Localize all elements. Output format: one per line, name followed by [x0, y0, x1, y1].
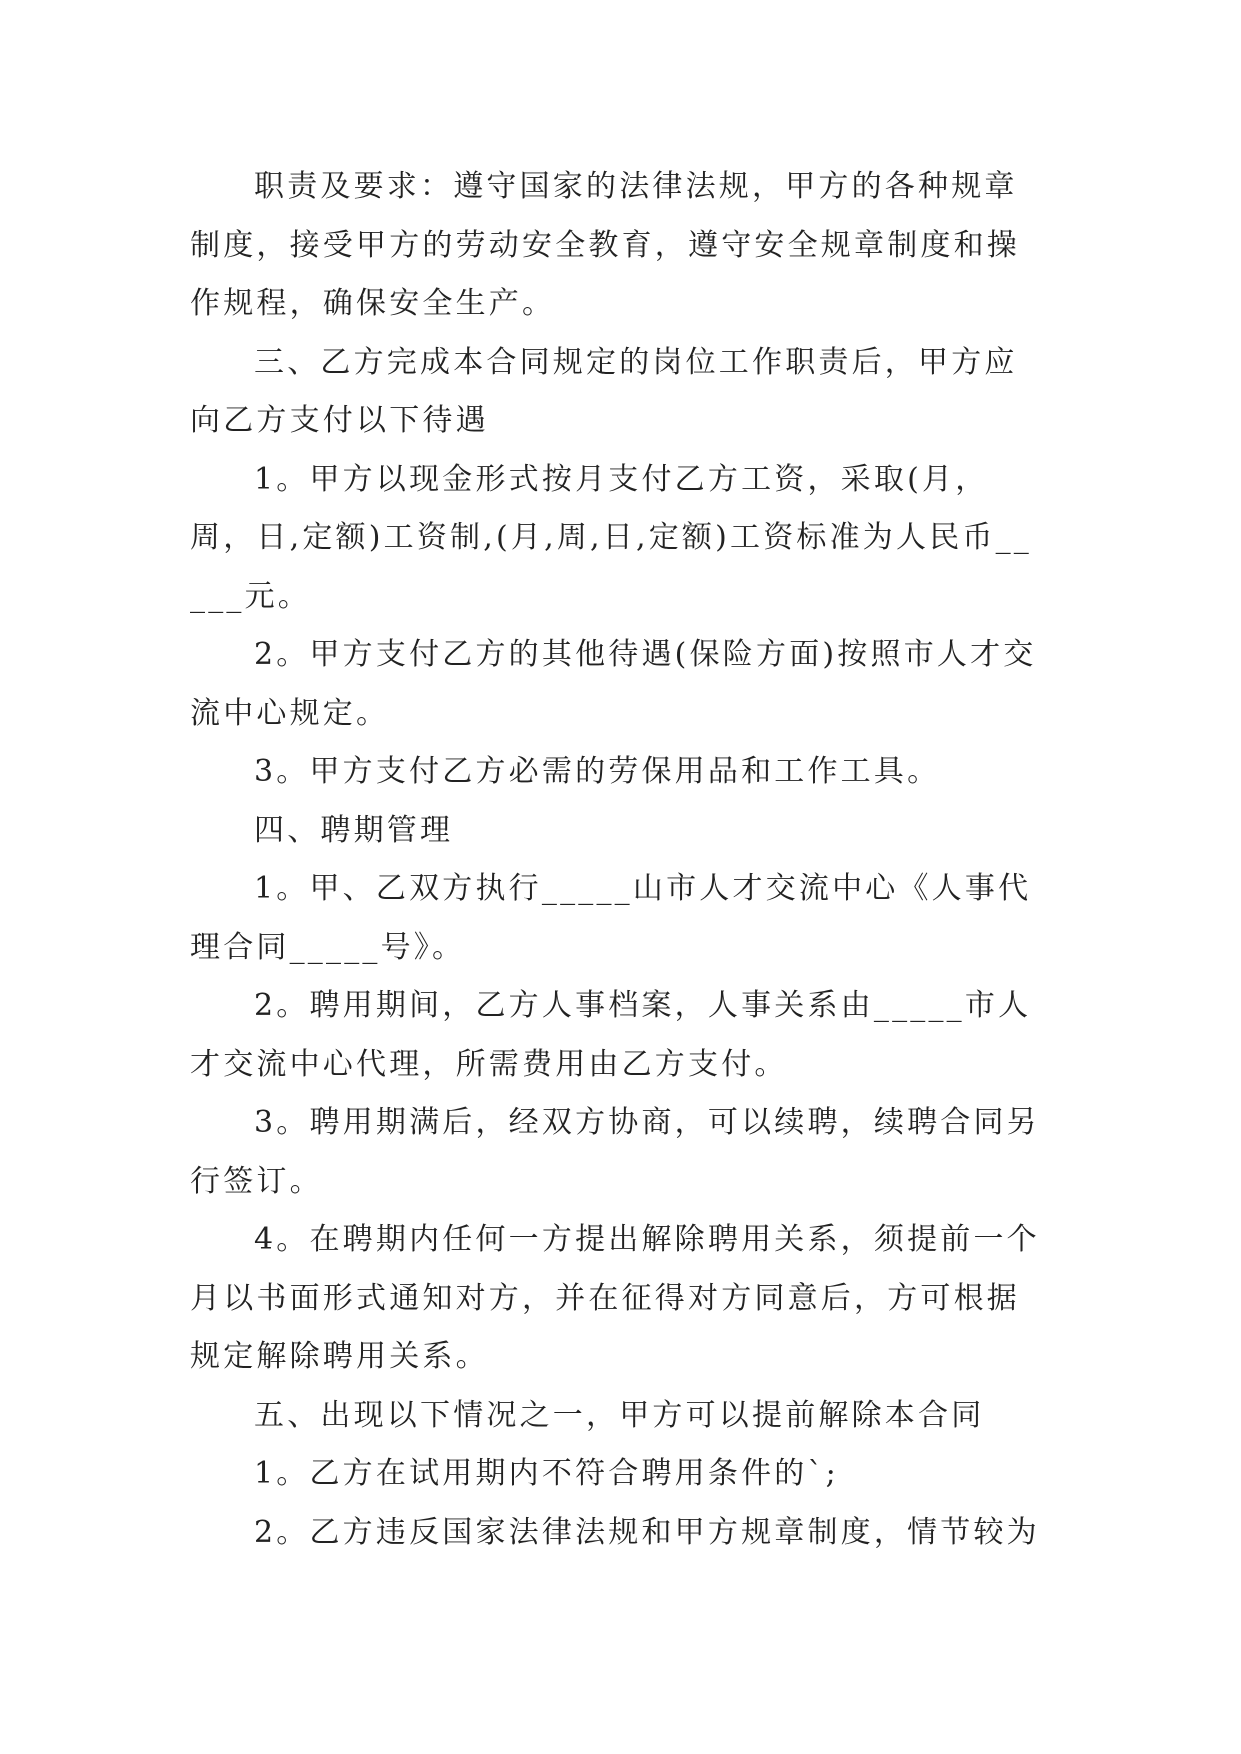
paragraph-4-1: 1。甲、乙双方执行_____山市人才交流中心《人事代理合同_____号》。 [190, 871, 1032, 965]
paragraph-5-2: 2。乙方违反国家法律法规和甲方规章制度，情节较为 [254, 1514, 1040, 1550]
paragraph-4-3: 3。聘用期满后，经双方协商，可以续聘，续聘合同另行签订。 [190, 1105, 1040, 1199]
paragraph-section-3-heading: 三、乙方完成本合同规定的岗位工作职责后，甲方应向乙方支付以下待遇 [190, 344, 1018, 438]
paragraph-duties: 职责及要求：遵守国家的法律法规，甲方的各种规章制度，接受甲方的劳动安全教育，遵守安全规章制度和操作规程，确保安全生产。 [190, 169, 1020, 321]
paragraph-3-3-supplies: 3。甲方支付乙方必需的劳保用品和工作工具。 [254, 754, 941, 789]
paragraph-section-4-heading: 四、聘期管理 [254, 812, 454, 848]
paragraph-5-1: 1。乙方在试用期内不符合聘用条件的`; [254, 1456, 839, 1491]
document-body [190, 158, 1050, 1562]
paragraph-3-2-benefits: 2。甲方支付乙方的其他待遇(保险方面)按照市人才交流中心规定。 [190, 637, 1037, 731]
paragraph-section-5-heading: 五、出现以下情况之一，甲方可以提前解除本合同 [254, 1397, 985, 1433]
paragraph-3-1-salary: 1。甲方以现金形式按月支付乙方工资，采取(月，周，日,定额)工资制,(月,周,日,定额)工资标准为人民币_____元。 [190, 461, 1032, 614]
paragraph-4-4: 4。在聘期内任何一方提出解除聘用关系，须提前一个月以书面形式通知对方，并在征得对方同意后，方可根据规定解除聘用关系。 [190, 1222, 1040, 1374]
paragraph-4-2: 2。聘用期间，乙方人事档案，人事关系由_____市人才交流中心代理，所需费用由乙方支付。 [190, 988, 1032, 1082]
